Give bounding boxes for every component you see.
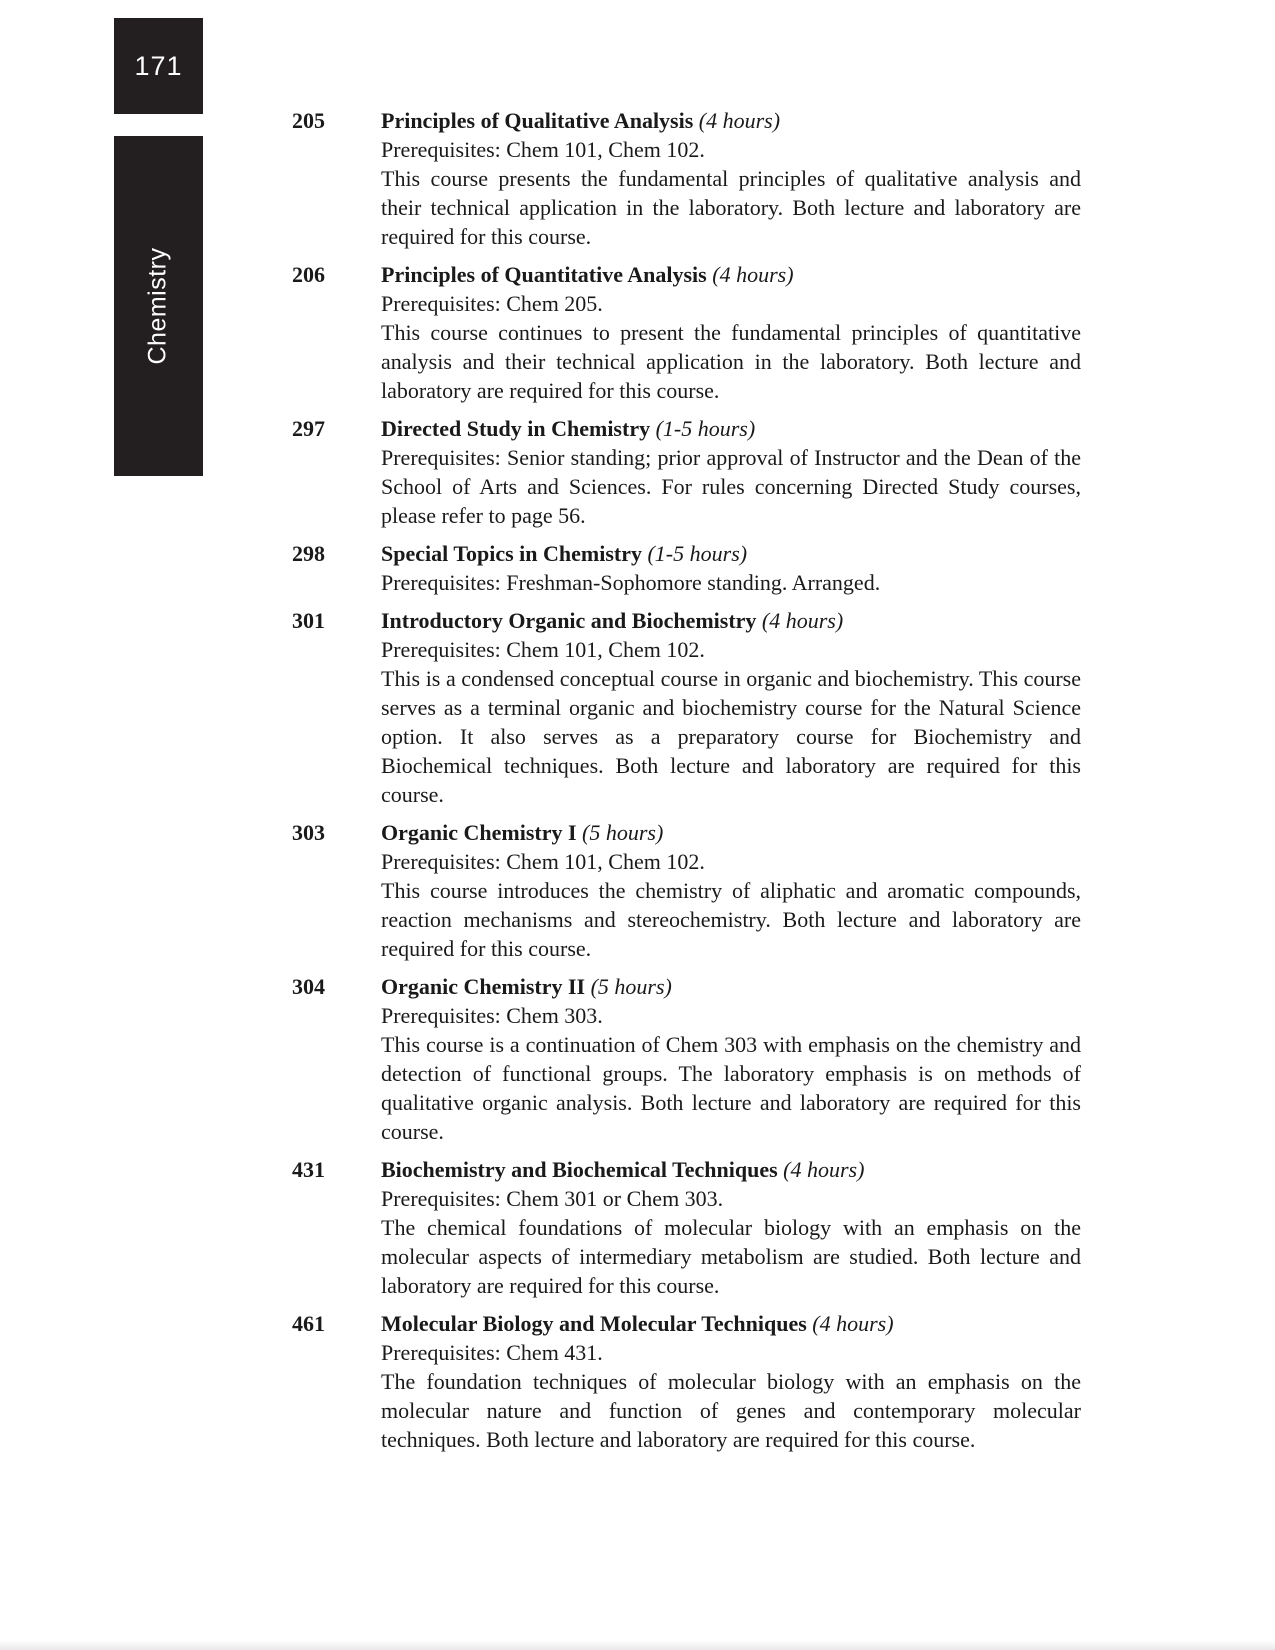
course-body — [381, 972, 1081, 1146]
course-title: Molecular Biology and Molecular Techniques — [381, 1311, 807, 1336]
course-heading — [381, 972, 1081, 1001]
course-hours: (5 hours) — [582, 820, 664, 845]
course-prerequisites: Prerequisites: Chem 301 or Chem 303. — [381, 1186, 724, 1211]
course-hours: (4 hours) — [783, 1157, 865, 1182]
course-prerequisites: Prerequisites: Freshman-Sophomore standing. Arranged. — [381, 570, 881, 595]
course-entry — [292, 972, 1092, 1146]
course-description: This is a condensed conceptual course in organic and biochemistry. This course serves as a terminal organic and biochemistry course for the Natural Science option. It also serves as a preparatory course for Biochemistry and Biochemical techniques. Both lecture and laboratory are required for this course. — [381, 666, 1081, 807]
course-hours: (1-5 hours) — [647, 541, 748, 566]
course-entry — [292, 1155, 1092, 1300]
course-heading — [381, 1309, 1081, 1338]
course-description: The chemical foundations of molecular biology with an emphasis on the molecular aspects of intermediary metabolism are studied. Both lecture and laboratory are required for this course. — [381, 1215, 1081, 1298]
page-number-tab — [114, 18, 203, 114]
course-entry — [292, 606, 1092, 809]
course-body — [381, 1309, 1081, 1454]
course-number: 303 — [292, 820, 325, 845]
course-body — [381, 414, 1081, 530]
course-title: Principles of Quantitative Analysis — [381, 262, 707, 287]
course-description: The foundation techniques of molecular biology with an emphasis on the molecular nature and function of genes and contemporary molecular techniques. Both lecture and laboratory are required for this course. — [381, 1369, 1081, 1452]
course-description: This course introduces the chemistry of aliphatic and aromatic compounds, reaction mechanisms and stereochemistry. Both lecture and laboratory are required for this course. — [381, 878, 1081, 961]
course-hours: (5 hours) — [590, 974, 672, 999]
course-heading — [381, 818, 1081, 847]
course-number: 304 — [292, 974, 325, 999]
course-heading — [381, 414, 1081, 443]
course-prerequisites: Prerequisites: Chem 101, Chem 102. — [381, 849, 705, 874]
page-number: 171 — [134, 50, 183, 81]
course-number: 301 — [292, 608, 325, 633]
course-heading — [381, 106, 1081, 135]
course-body — [381, 260, 1081, 405]
course-body — [381, 606, 1081, 809]
course-number: 206 — [292, 262, 325, 287]
course-entry — [292, 539, 1092, 597]
course-title: Directed Study in Chemistry — [381, 416, 651, 441]
course-hours: (1-5 hours) — [655, 416, 756, 441]
course-body — [381, 106, 1081, 251]
course-body — [381, 1155, 1081, 1300]
course-body — [381, 539, 1081, 597]
course-title: Special Topics in Chemistry — [381, 541, 642, 566]
course-body — [381, 818, 1081, 963]
course-number: 461 — [292, 1311, 325, 1336]
course-number: 297 — [292, 416, 325, 441]
course-description: This course continues to present the fundamental principles of quantitative analysis and their technical application in the laboratory. Both lecture and laboratory are required for this course. — [381, 320, 1081, 403]
course-entry — [292, 414, 1092, 530]
course-hours: (4 hours) — [812, 1311, 894, 1336]
course-list — [292, 106, 1092, 1463]
course-number: 431 — [292, 1157, 325, 1182]
section-label: Chemistry — [143, 247, 172, 365]
course-prerequisites: Prerequisites: Chem 101, Chem 102. — [381, 137, 705, 162]
course-hours: (4 hours) — [712, 262, 794, 287]
course-entry — [292, 106, 1092, 251]
course-description: This course presents the fundamental principles of qualitative analysis and their technical application in the laboratory. Both lecture and laboratory are required for this course. — [381, 166, 1081, 249]
course-title: Organic Chemistry I — [381, 820, 577, 845]
course-hours: (4 hours) — [698, 108, 781, 133]
course-description: This course is a continuation of Chem 303 with emphasis on the chemistry and detection of functional groups. The laboratory emphasis is on methods of qualitative organic analysis. Both lecture and laboratory are required for this course. — [381, 1032, 1081, 1144]
course-title: Introductory Organic and Biochemistry — [381, 608, 757, 633]
course-prerequisites: Prerequisites: Chem 101, Chem 102. — [381, 637, 705, 662]
course-entry — [292, 818, 1092, 963]
course-heading — [381, 606, 1081, 635]
course-number: 205 — [292, 108, 325, 133]
course-heading — [381, 1155, 1081, 1184]
course-prerequisites: Prerequisites: Chem 431. — [381, 1340, 603, 1365]
course-entry — [292, 260, 1092, 405]
course-title: Biochemistry and Biochemical Techniques — [381, 1157, 778, 1182]
course-number: 298 — [292, 541, 325, 566]
page-bottom-edge — [0, 1640, 1275, 1650]
course-title: Organic Chemistry II — [381, 974, 586, 999]
course-heading — [381, 260, 1081, 289]
course-prerequisites: Prerequisites: Chem 303. — [381, 1003, 603, 1028]
course-prerequisites: Prerequisites: Senior standing; prior approval of Instructor and the Dean of the School of Arts and Sciences. For rules concerning Directed Study courses, please refer to page 56. — [381, 445, 1081, 528]
course-heading — [381, 539, 1081, 568]
course-prerequisites: Prerequisites: Chem 205. — [381, 291, 603, 316]
course-entry — [292, 1309, 1092, 1454]
course-hours: (4 hours) — [761, 608, 844, 633]
section-tab — [114, 136, 203, 476]
course-title: Principles of Qualitative Analysis — [381, 108, 694, 133]
